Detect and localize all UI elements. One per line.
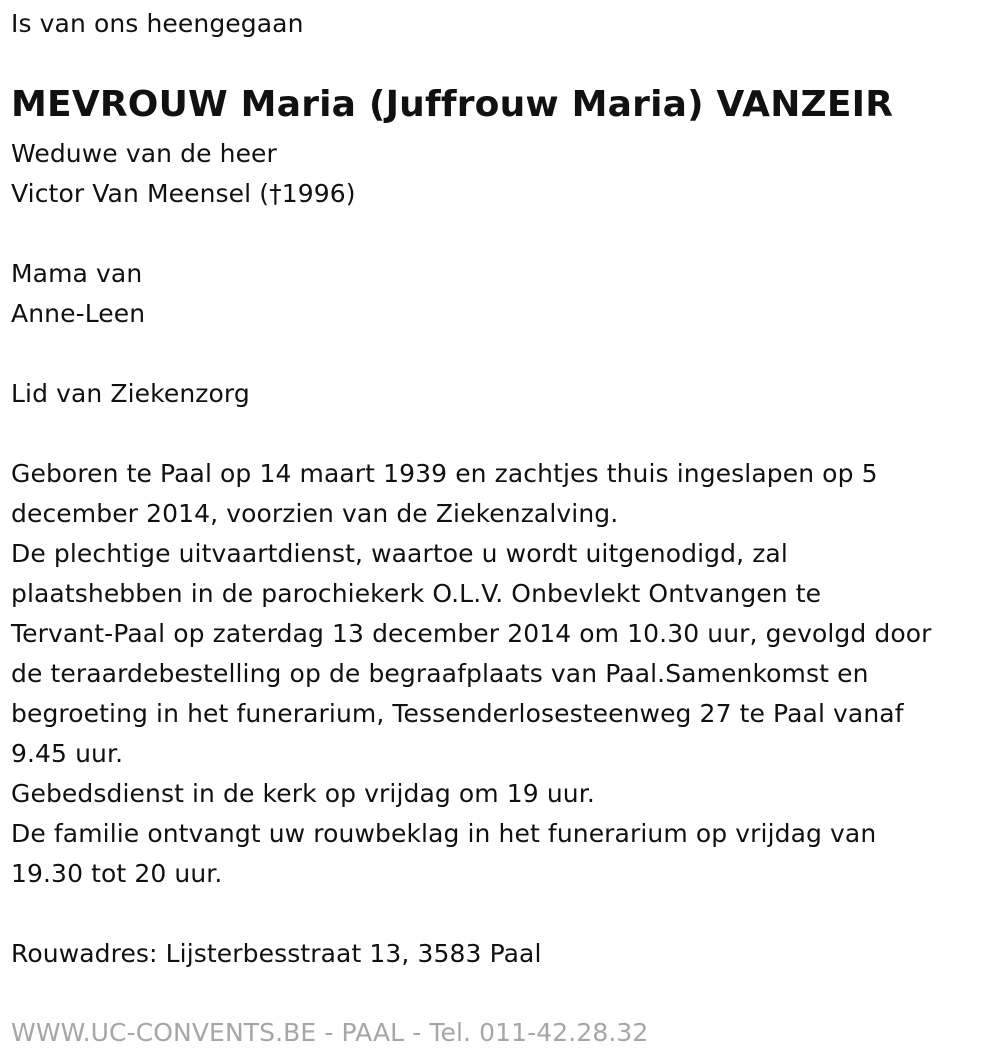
mourning-address: Rouwadres: Lijsterbesstraat 13, 3583 Paal <box>11 939 542 968</box>
body-line: Gebedsdienst in de kerk op vrijdag om 19 uur. <box>11 779 595 808</box>
mother-of-label: Mama van <box>11 259 143 288</box>
body-line: Geboren te Paal op 14 maart 1939 en zachtjes thuis ingeslapen op 5 <box>11 459 878 488</box>
body-line: 19.30 tot 20 uur. <box>11 859 223 888</box>
body-line: Tervant-Paal op zaterdag 13 december 2014 om 10.30 uur, gevolgd door <box>11 619 932 648</box>
deceased-name: MEVROUW Maria (Juffrouw Maria) VANZEIR <box>11 84 894 125</box>
intro-text: Is van ons heengegaan <box>11 9 304 38</box>
body-line: De plechtige uitvaartdienst, waartoe u wordt uitgenodigd, zal <box>11 539 788 568</box>
body-line: december 2014, voorzien van de Ziekenzalving. <box>11 499 619 528</box>
spouse-name: Victor Van Meensel ( <box>11 179 270 208</box>
body-line: 9.45 uur. <box>11 739 124 768</box>
body-line: De familie ontvangt uw rouwbeklag in het funerarium op vrijdag van <box>11 819 877 848</box>
body-line: plaatshebben in de parochiekerk O.L.V. Onbevlekt Ontvangen te <box>11 579 822 608</box>
membership-text: Lid van Ziekenzorg <box>11 379 250 408</box>
spouse-line-2 <box>11 174 356 214</box>
child-name: Anne-Leen <box>11 299 146 328</box>
spouse-death-year: 1996) <box>281 179 356 208</box>
footer-contact: WWW.UC-CONVENTS.BE - PAAL - Tel. 011-42.28.32 <box>11 1018 649 1047</box>
cross-icon: † <box>269 179 282 208</box>
body-line: de teraardebestelling op de begraafplaats van Paal.Samenkomst en <box>11 659 869 688</box>
spouse-line-1: Weduwe van de heer <box>11 139 277 168</box>
body-line: begroeting in het funerarium, Tessenderlosesteenweg 27 te Paal vanaf <box>11 699 904 728</box>
